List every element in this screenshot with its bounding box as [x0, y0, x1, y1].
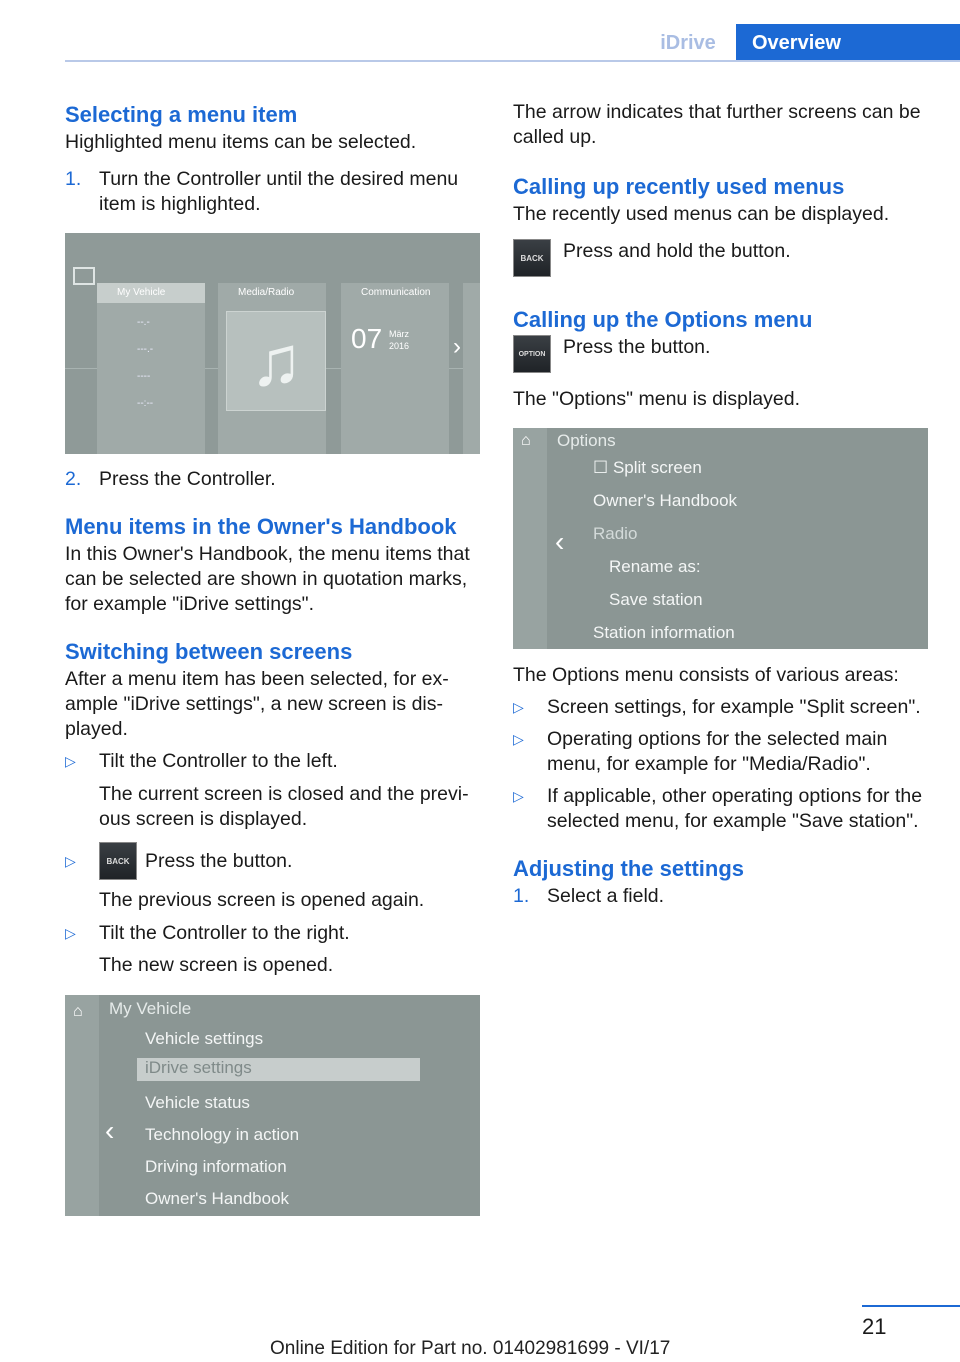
- options-menu-screenshot: [513, 428, 928, 649]
- option-button-row: OPTION Press the button.: [513, 335, 933, 373]
- heading-options-menu: Calling up the Options menu: [513, 307, 813, 332]
- bullet-detail: The new screen is opened.: [99, 954, 334, 976]
- menu-item: Rename as:: [609, 557, 701, 576]
- menu-item: ☐ Split screen: [593, 458, 702, 477]
- tile-my-vehicle: My Vehicle --.- ---.- ---- --:--: [97, 283, 205, 454]
- music-note-icon: ♫: [226, 311, 326, 411]
- page-number: 21: [862, 1314, 887, 1339]
- paragraph: The recently used menus can be displayed.: [513, 203, 890, 225]
- menu-item: Station information: [593, 623, 735, 642]
- heading-selecting-menu-item: Selecting a menu item: [65, 102, 298, 127]
- heading-adjusting-settings: Adjusting the settings: [513, 856, 744, 881]
- option-button-icon: OPTION: [513, 335, 551, 373]
- heading-switching-screens: Switching between screens: [65, 639, 353, 664]
- paragraph: Highlighted menu items can be selected.: [65, 131, 417, 153]
- back-button-icon: BACK: [99, 842, 137, 880]
- back-button-row: BACK Press and hold the button.: [513, 239, 933, 277]
- menu-item: Vehicle status: [145, 1093, 250, 1112]
- bullet-detail: The previous screen is opened again.: [99, 889, 425, 911]
- triangle-bullet-icon: ▷: [513, 788, 524, 804]
- header-section-tab: iDrive: [660, 32, 716, 54]
- triangle-bullet-icon: ▷: [65, 925, 76, 941]
- triangle-bullet-icon: ▷: [65, 753, 76, 769]
- paragraph: After a menu item has been selected, for example "iDrive settings", a new screen is displayed.: [65, 668, 449, 740]
- home-icon: ⌂: [73, 1003, 83, 1020]
- menu-section-label: Radio: [593, 524, 638, 543]
- triangle-bullet-icon: ▷: [513, 699, 524, 715]
- header-rule: [65, 60, 960, 62]
- bullet-tilt-right: ▷ Tilt the Controller to the right.: [65, 922, 350, 944]
- menu-item: Driving information: [145, 1157, 287, 1176]
- menu-item: Owner's Handbook: [145, 1189, 290, 1208]
- header-chapter-tab: Overview: [736, 24, 960, 62]
- left-column: [65, 100, 485, 1216]
- paragraph: The arrow indicates that further screens can be called up.: [513, 101, 921, 148]
- paragraph: In this Owner's Handbook, the menu items that can be selected are shown in quotation marks, for example "iDrive settings".: [65, 543, 470, 615]
- chevron-right-icon: ›: [453, 333, 461, 360]
- step-1: 1. Select a field.: [513, 885, 665, 907]
- menu-item: Vehicle settings: [145, 1029, 264, 1048]
- bullet-detail: The current screen is closed and the previous screen is displayed.: [99, 783, 469, 830]
- paragraph: The "Options" menu is displayed.: [513, 388, 800, 410]
- step-1: 1. Turn the Controller until the desired menu item is highlighted.: [65, 168, 459, 215]
- bullet-screen-settings: ▷ Screen settings, for example "Split screen".: [513, 696, 921, 718]
- right-column: [513, 100, 933, 909]
- home-icon: ⌂: [521, 432, 531, 449]
- footer-edition: Online Edition for Part no. 01402981699 - VI/17: [270, 1338, 671, 1359]
- menu-item: Technology in action: [145, 1125, 300, 1144]
- bullet-operating-options: ▷ Operating options for the selected main menu, for example for "Media/Radio".: [513, 728, 888, 775]
- menu-title: My Vehicle: [109, 999, 192, 1018]
- menu-title: Options: [557, 431, 616, 450]
- menu-item: Save station: [609, 590, 703, 609]
- home-icon: [73, 267, 95, 285]
- chevron-left-icon: ‹: [555, 526, 565, 557]
- triangle-bullet-icon: ▷: [65, 852, 76, 869]
- footer-rule: [862, 1305, 960, 1307]
- my-vehicle-menu-screenshot: [65, 995, 480, 1216]
- menu-item-highlighted: iDrive settings: [137, 1058, 420, 1081]
- menu-item: Owner's Handbook: [593, 491, 738, 510]
- triangle-bullet-icon: ▷: [513, 731, 524, 747]
- chevron-left-icon: ‹: [105, 1115, 115, 1146]
- step-2: 2. Press the Controller.: [65, 468, 276, 490]
- paragraph: The Options menu consists of various areas:: [513, 664, 899, 686]
- bullet-back-button: ▷ BACK Press the button.: [65, 842, 485, 880]
- bullet-tilt-left: ▷ Tilt the Controller to the left.: [65, 750, 338, 772]
- tile-communication: Communication 07 März 2016 ›: [341, 283, 449, 454]
- heading-menu-items-handbook: Menu items in the Owner's Handbook: [65, 514, 457, 539]
- back-button-icon: BACK: [513, 239, 551, 277]
- heading-recently-used: Calling up recently used menus: [513, 174, 845, 199]
- bullet-other-options: ▷ If applicable, other operating options for the selected menu, for example "Save station".: [513, 785, 923, 832]
- main-menu-screenshot: [65, 233, 480, 454]
- tile-media-radio: Media/Radio ♫: [218, 283, 326, 454]
